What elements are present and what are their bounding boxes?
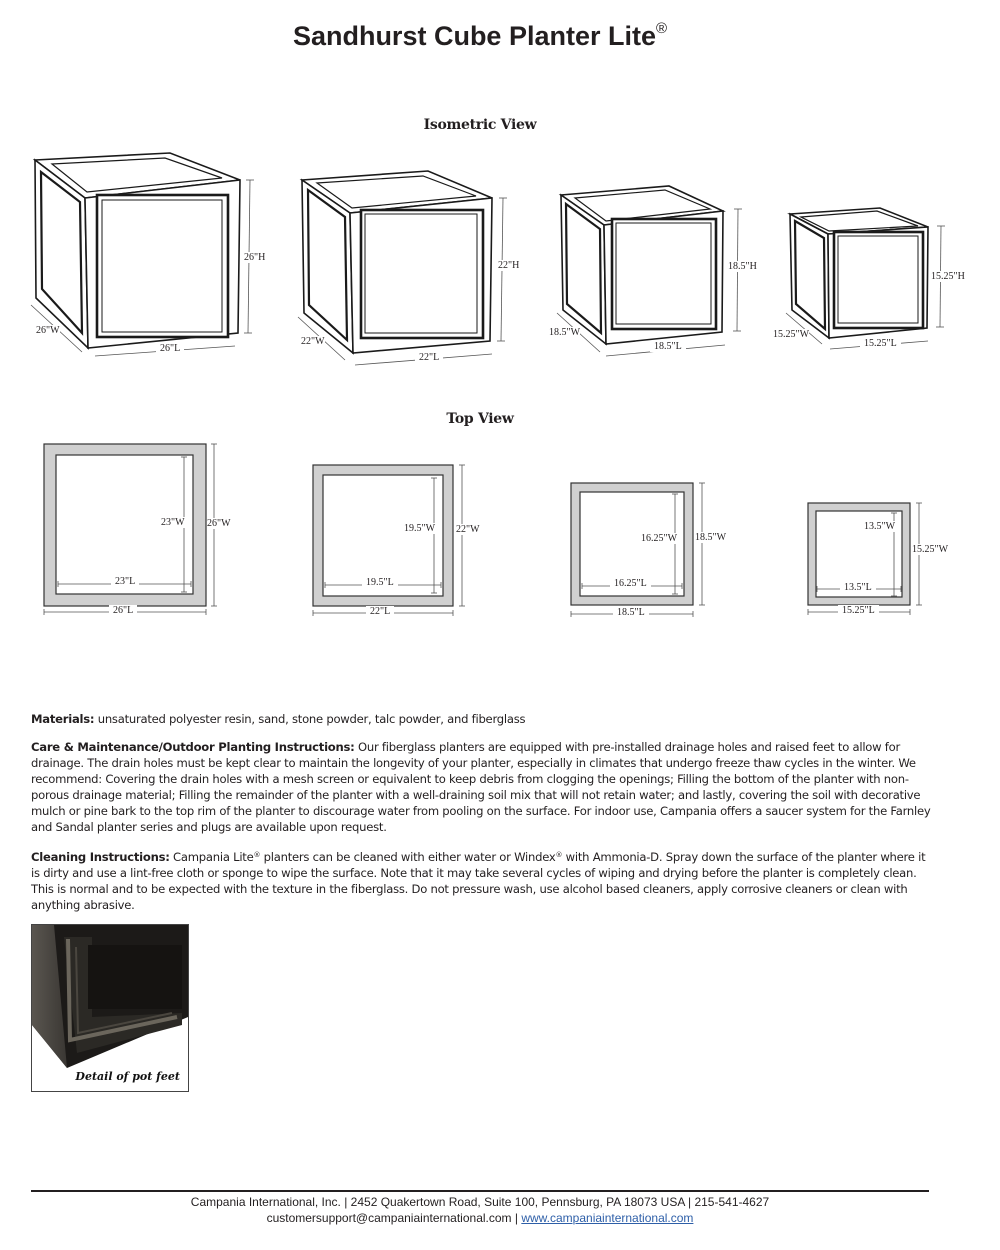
materials-paragraph [31,711,931,727]
iso-1-length: 26"L [156,343,184,354]
registered-mark: ® [656,20,668,37]
cleaning-text-c: with Ammonia-D. Spray down the surface of the planter where it is dirty and use a lint-free cloth or sponge to wipe the surface. Note that it may take several cycles of wiping and drying before the planter is completely clean. This is normal and to be expected with the texture in the fiberglass. Do not pressure wash, use alcohol based cleaners, apply corrosive cleaners or clean with anything abrasive. [31,850,926,912]
registered-mark: ® [253,851,261,859]
iso-2-length: 22"L [415,352,443,363]
top-2-outer-length: 22"L [366,606,394,617]
isometric-view-heading: Isometric View [423,117,537,133]
top-1-inner-width: 23"W [161,517,185,528]
top-3-inner-width: 16.25"W [641,533,678,544]
top-2-inner-width: 19.5"W [404,523,436,534]
top-3-outer-length: 18.5"L [613,607,649,618]
top-1-outer-width: 26"W [207,518,231,529]
iso-4-width: 15.25"W [773,329,810,340]
iso-3-length: 18.5"L [650,341,686,352]
pot-feet-photo [31,924,189,1092]
footer-address: Campania International, Inc. | 2452 Quakertown Road, Suite 100, Pennsburg, PA 18073 USA | 215-541-4627 [190,1195,770,1209]
cleaning-text-b: planters can be cleaned with either water or Windex [260,850,556,864]
iso-2-width: 22"W [301,336,325,347]
top-2-outer-width: 22"W [456,524,480,535]
materials-label: Materials: [31,712,95,726]
footer-divider [31,1190,929,1192]
iso-3-height: 18.5"H [728,261,757,272]
top-2-inner-length: 19.5"L [362,577,398,588]
footer-website-link[interactable]: www.campaniainternational.com [521,1211,694,1225]
footer-email[interactable]: customersupport@campaniainternational.com [266,1211,512,1225]
top-3-outer-width: 18.5"W [695,532,727,543]
footer-contact [0,1211,960,1225]
cleaning-label: Cleaning Instructions: [31,850,170,864]
top-4-inner-length: 13.5"L [840,582,876,593]
iso-1-height: 26"H [244,252,266,263]
iso-1-width: 26"W [36,325,60,336]
iso-3-width: 18.5"W [549,327,581,338]
pot-feet-image [32,925,188,1091]
top-4-inner-width: 13.5"W [864,521,896,532]
care-paragraph [31,739,931,835]
materials-text: unsaturated polyester resin, sand, stone powder, talc powder, and fiberglass [94,712,526,726]
cleaning-paragraph [31,847,931,913]
care-text: Our fiberglass planters are equipped with pre-installed drainage holes and raised feet to allow for drainage. The drain holes must be kept clear to maintain the longevity of your planter, especially in climates that undergo freeze thaw cycles in the winter. We recommend: Covering the drain holes with a mesh screen or equivalent to keep debris from clogging the openings; Filling the bottom of the planter with non-porous drainage material; Filling the remainder of the planter with a well-draining soil mix that will not retain water; and lastly, covering the soil with decorative mulch or pine bark to the top rim of the planter to discourage water from pooling on the surface. For indoor use, Campania offers a saucer system for the Farnley and Sandal planter series and plugs are available upon request. [31,740,931,834]
title-text: Sandhurst Cube Planter Lite [292,21,656,51]
top-3-inner-length: 16.25"L [610,578,651,589]
iso-2-height: 22"H [498,260,520,271]
top-1-inner-length: 23"L [111,576,139,587]
top-4-outer-width: 15.25"W [912,544,949,555]
top-4-outer-length: 15.25"L [838,605,879,616]
iso-4-length: 15.25"L [860,338,901,349]
top-view-heading: Top View [446,411,514,427]
iso-4-height: 15.25"H [931,271,965,282]
care-label: Care & Maintenance/Outdoor Planting Instructions: [31,740,355,754]
footer-separator: | [511,1211,522,1225]
top-1-outer-length: 26"L [109,605,137,616]
cleaning-text-a: Campania Lite [169,850,254,864]
registered-mark: ® [555,851,563,859]
photo-caption: Detail of pot feet [75,1070,180,1083]
